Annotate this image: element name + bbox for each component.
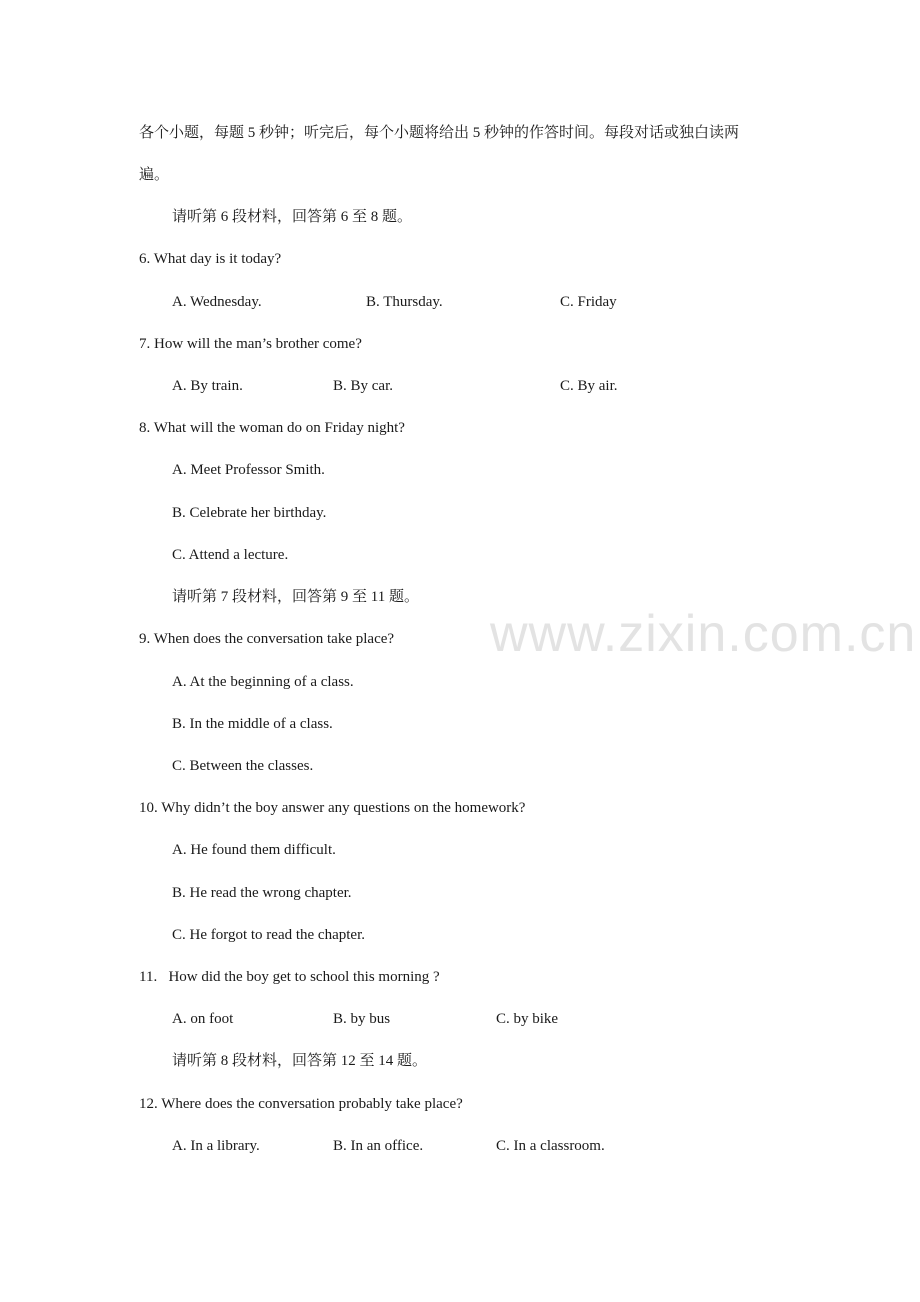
- section-header-8: 请听第 8 段材料，回答第 12 至 14 题。: [172, 1053, 428, 1069]
- question-8-option-a: A. Meet Professor Smith.: [172, 462, 325, 478]
- section-header-7: 请听第 7 段材料，回答第 9 至 11 题。: [172, 589, 419, 605]
- question-9-stem: 9. When does the conversation take place?: [139, 631, 395, 647]
- question-10-option-b: B. He read the wrong chapter.: [172, 885, 352, 901]
- question-7-stem: 7. How will the man’s brother come?: [139, 336, 362, 352]
- question-11-stem: 11. How did the boy get to school this morning ?: [139, 969, 440, 985]
- question-6-option-c: C. Friday: [560, 294, 617, 310]
- question-7-option-c: C. By air.: [560, 378, 618, 394]
- question-8-option-b: B. Celebrate her birthday.: [172, 505, 327, 521]
- question-6-option-b: B. Thursday.: [366, 294, 443, 310]
- question-7-option-b: B. By car.: [333, 378, 393, 394]
- question-9-option-c: C. Between the classes.: [172, 758, 314, 774]
- question-12-option-a: A. In a library.: [172, 1138, 260, 1154]
- question-11-option-c: C. by bike: [496, 1011, 559, 1027]
- question-9-option-b: B. In the middle of a class.: [172, 716, 333, 732]
- watermark: www.zixin.com.cn: [490, 605, 917, 663]
- question-6-option-a: A. Wednesday.: [172, 294, 262, 310]
- question-7-option-a: A. By train.: [172, 378, 243, 394]
- intro-line-1: 各个小题，每题 5 秒钟；听完后，每个小题将给出 5 秒钟的作答时间。每段对话或独白读两: [139, 125, 740, 141]
- question-11-option-b: B. by bus: [333, 1011, 391, 1027]
- section-header-6: 请听第 6 段材料，回答第 6 至 8 题。: [172, 209, 413, 225]
- question-8-stem: 8. What will the woman do on Friday night?: [139, 420, 405, 436]
- question-8-option-c: C. Attend a lecture.: [172, 547, 289, 563]
- intro-line-2: 遍。: [139, 167, 170, 183]
- question-9-option-a: A. At the beginning of a class.: [172, 674, 354, 690]
- question-12-option-c: C. In a classroom.: [496, 1138, 605, 1154]
- question-10-stem: 10. Why didn’t the boy answer any questions on the homework?: [139, 800, 526, 816]
- question-12-option-b: B. In an office.: [333, 1138, 424, 1154]
- question-12-stem: 12. Where does the conversation probably take place?: [139, 1096, 463, 1112]
- question-6-stem: 6. What day is it today?: [139, 251, 282, 267]
- question-10-option-a: A. He found them difficult.: [172, 842, 336, 858]
- question-11-option-a: A. on foot: [172, 1011, 234, 1027]
- question-10-option-c: C. He forgot to read the chapter.: [172, 927, 365, 943]
